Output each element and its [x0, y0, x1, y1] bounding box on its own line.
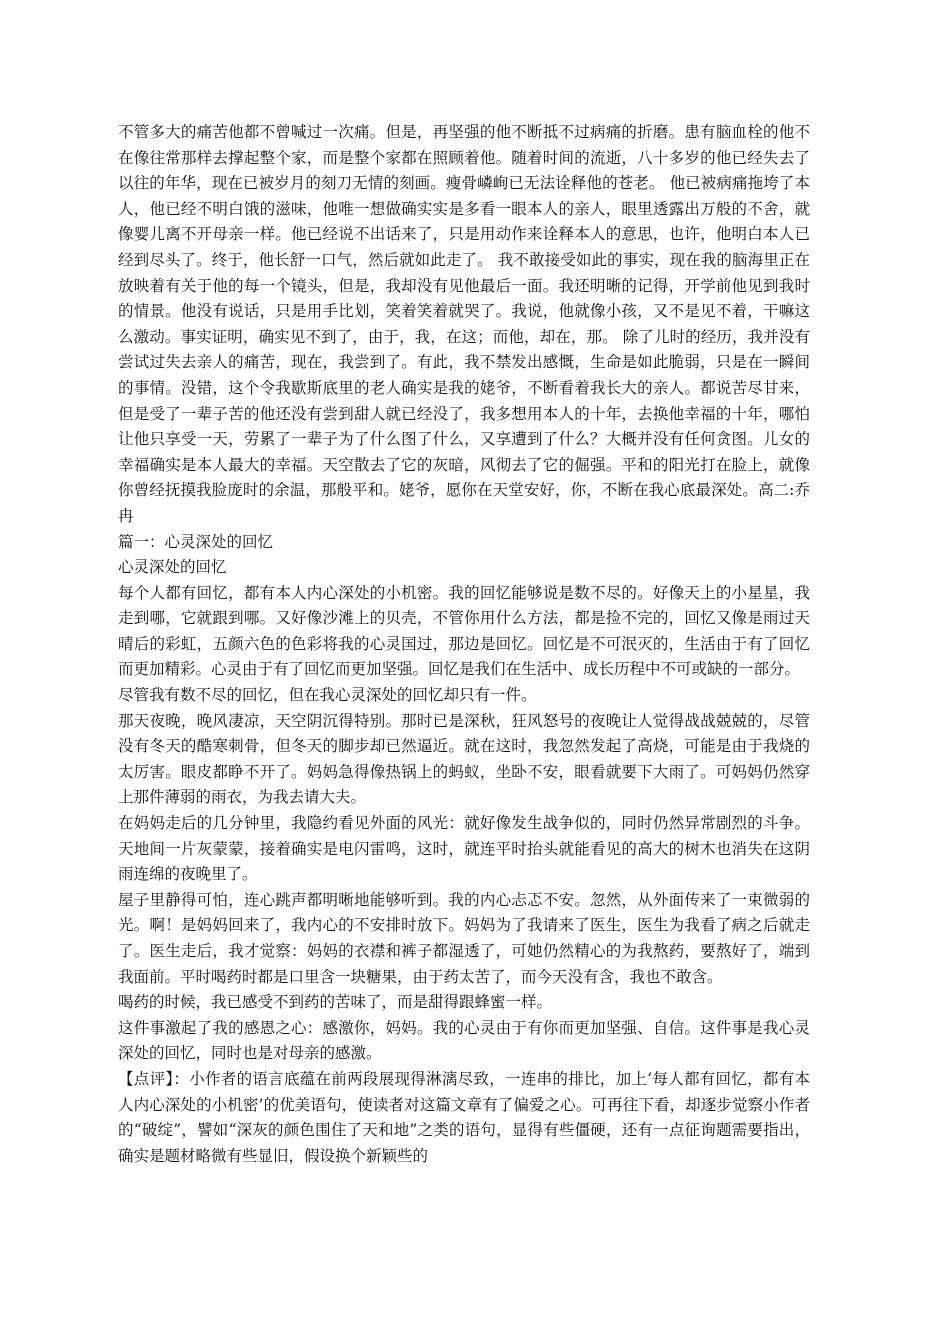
document-page [118, 120, 810, 1169]
paragraph-night-fever: 那天夜晚，晚风凄凉，天空阴沉得特别。那时已是深秋，狂风怒号的夜晚让人觉得战战兢兢的，尽管没有冬天的酷寒刺骨，但冬天的脚步却已然逼近。就在这时，我忽然发起了高烧，可能是由于我烧的太厉害。眼皮都睁不开了。妈妈急得像热锅上的蚂蚁，坐卧不安，眼看就要下大雨了。可妈妈仍然穿上那件薄弱的雨衣，为我去请大夫。 [118, 711, 810, 807]
paragraph-storm: 在妈妈走后的几分钟里，我隐约看见外面的风光：就好像发生战争似的，同时仍然异常剧烈的斗争。天地间一片灰蒙蒙，接着确实是电闪雷鸣，这时，就连平时抬头就能看见的高大的树木也消失在这阴雨连绵的夜晚里了。 [118, 814, 810, 884]
paragraph-commentary: 【点评】：小作者的语言底蕴在前两段展现得淋漓尽致，一连串的排比，加上‘每人都有回忆，都有本人内心深处的小机密’的优美语句，使读者对这篇文章有了偏爱之心。可再往下看，却逐步觉察小作者的“破绽”，譬如“深灰的颜色围住了天和地”之类的语句，显得有些僵硬，还有一点征询题需要指出，确实是题材略微有些显旧，假设换个新颖些的 [118, 1069, 810, 1165]
section-heading: 篇一：心灵深处的回忆 [118, 532, 274, 551]
paragraph-medicine: 喝药的时候，我已感受不到药的苦味了，而是甜得跟蜂蜜一样。 [118, 993, 553, 1012]
paragraph-mother-returns: 屋子里静得可怕，连心跳声都明晰地能够听到。我的内心忐忑不安。忽然，从外面传来了一束微弱的光。啊！是妈妈回来了，我内心的不安排时放下。妈妈为了我请来了医生，医生为我看了病之后就走了。医生走后，我才觉察：妈妈的衣襟和裤子都湿透了，可她仍然精心的为我熬药，要熬好了，端到我面前。平时喝药时都是口里含一块糖果，由于药太苦了，而今天没有含，我也不敢含。 [118, 890, 810, 986]
essay-title: 心灵深处的回忆 [118, 558, 227, 577]
paragraph-gratitude: 这件事激起了我的感恩之心：感激你，妈妈。我的心灵由于有你而更加坚强、自信。这件事是我心灵深处的回忆，同时也是对母亲的感激。 [118, 1018, 810, 1063]
paragraph-one-memory: 尽管我有数不尽的回忆，但在我心灵深处的回忆却只有一件。 [118, 686, 537, 705]
paragraph-grandfather-ending: 不管多大的痛苦他都不曾喊过一次痛。但是，再坚强的他不断抵不过病痛的折磨。患有脑血栓的他不在像往常那样去撑起整个家，而是整个家都在照顾着他。随着时间的流逝，八十多岁的他已经失去了以往的年华，现在已被岁月的刻刀无情的刻画。瘦骨嶙峋已无法诠释他的苍老。 他已被病痛拖垮了本人，他已经不明白饿的滋味，他唯一想做确实实是多看一眼本人的亲人，眼里透露出万般的不舍，就像婴儿离不开母亲一样。他已经说不出话来了，只是用动作来诠释本人的意思，也许，他明白本人已经到尽头了。终于，他长舒一口气，然后就如此走了。 我不敢接受如此的事实，现在我的脑海里正在放映着有关于他的每一个镜头，但是，我却没有见他最后一面。我还明晰的记得，开学前他见到我时的情景。他没有说话，只是用手比划，笑着笑着就哭了。我说，他就像小孩，又不是见不着，干嘛这么激动。事实证明，确实见不到了，由于，我，在这；而他，却在，那。 除了儿时的经历，我并没有尝试过失去亲人的痛苦，现在，我尝到了。有此，我不禁发出感慨，生命是如此脆弱，只是在一瞬间的事情。没错，这个令我歇斯底里的老人确实是我的姥爷，不断看着我长大的亲人。都说苦尽甘来，但是受了一辈子苦的他还没有尝到甜人就已经没了，我多想用本人的十年，去换他幸福的十年，哪怕让他只享受一天，劳累了一辈子为了什么图了什么，又享遭到了什么？大概并没有任何贪图。儿女的幸福确实是本人最大的幸福。天空散去了它的灰暗，风彻去了它的倔强。平和的阳光打在脸上，就像你曾经抚摸我脸庞时的余温，那般平和。姥爷，愿你在天堂安好，你，不断在我心底最深处。高二:乔冉 [118, 123, 810, 525]
paragraph-memories-intro: 每个人都有回忆，都有本人内心深处的小机密。我的回忆能够说是数不尽的。好像天上的小星星，我走到哪，它就跟到哪。又好像沙滩上的贝壳，不管你用什么方法，都是捡不完的，回忆又像是雨过天晴后的彩虹，五颜六色的色彩将我的心灵国过，那边是回忆。回忆是不可泯灭的，生活由于有了回忆而更加精彩。心灵由于有了回忆而更加坚强。回忆是我们在生活中、成长历程中不可或缺的一部分。 [118, 583, 810, 679]
